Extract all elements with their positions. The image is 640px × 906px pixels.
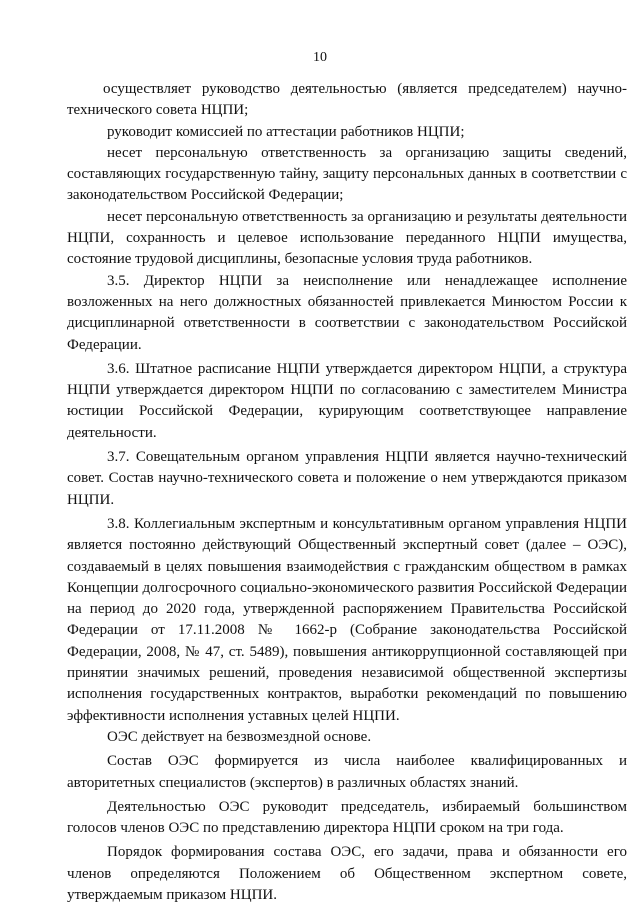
paragraph-oes-composition: Состав ОЭС формируется из числа наиболее квалифицированных и авторитетных специалистов (экспертов) в различных областях знаний.	[67, 753, 627, 791]
paragraph-secret-protection: несет персональную ответственность за организацию защиты сведений, составляющих государственную тайну, защиту персональных данных в соответствии с законодательством Российской Федерации;	[67, 144, 627, 204]
paragraph-attestation: руководит комиссией по аттестации работников НЦПИ;	[107, 123, 465, 140]
paragraph-3-7: 3.7. Совещательным органом управления НЦПИ является научно-технический совет. Состав научно-технического совета и положение о нем утверждаются приказом НЦПИ.	[67, 449, 627, 508]
paragraph-oes-procedure: Порядок формирования состава ОЭС, его задачи, права и обязанности его членов определяются Положением об Общественном экспертном совете, утверждаемым приказом НЦПИ.	[67, 844, 627, 903]
paragraph-oes-basis: ОЭС действует на безвозмездной основе.	[107, 728, 372, 745]
paragraph-responsibility: несет персональную ответственность за организацию и результаты деятельности НЦПИ, сохранность и целевое использование переданного НЦПИ имущества, состояние трудовой дисциплины, безопасные условия труда работников.	[67, 208, 627, 268]
paragraph-oes-chairman: Деятельностью ОЭС руководит председатель, избираемый большинством голосов членов ОЭС по представлению директора НЦПИ сроком на три года.	[67, 798, 627, 837]
document-body	[67, 79, 627, 906]
paragraph-3-8: 3.8. Коллегиальным экспертным и консультативным органом управления НЦПИ является постоянно действующий Общественный экспертный совет (далее – ОЭС), создаваемый в целях повышения взаимодействия с гражданским обществом в рамках Концепции долгосрочного социально-экономического развития Российской Федерации на период до 2020 года, утвержденной распоряжением Правительства Российской Федерации от 17.11.2008 № 1662-р (Собрание законодательства Российской Федерации, 2008, № 47, ст. 5489), повышения антикоррупционной составляющей при принятии значимых решений, проведения независимой общественной экспертизы исполнения государственных контрактов, выработки рекомендаций по повышению эффективности исполнения уставных целей НЦПИ.	[67, 515, 627, 724]
paragraph-3-5: 3.5. Директор НЦПИ за неисполнение или ненадлежащее исполнение возложенных на него должностных обязанностей привлекается Минюстом России к дисциплинарной ответственности в соответствии с законодательством Российской Федерации.	[67, 272, 627, 353]
paragraph-3-6: 3.6. Штатное расписание НЦПИ утверждается директором НЦПИ, а структура НЦПИ утверждается директором НЦПИ по согласованию с заместителем Министра юстиции Российской Федерации, курирующим соответствующее направление деятельности.	[67, 360, 627, 441]
paragraph-ntc-leadership: осуществляет руководство деятельностью (является председателем) научно-технического совета НЦПИ;	[67, 81, 627, 119]
page-number: 10	[313, 50, 327, 65]
